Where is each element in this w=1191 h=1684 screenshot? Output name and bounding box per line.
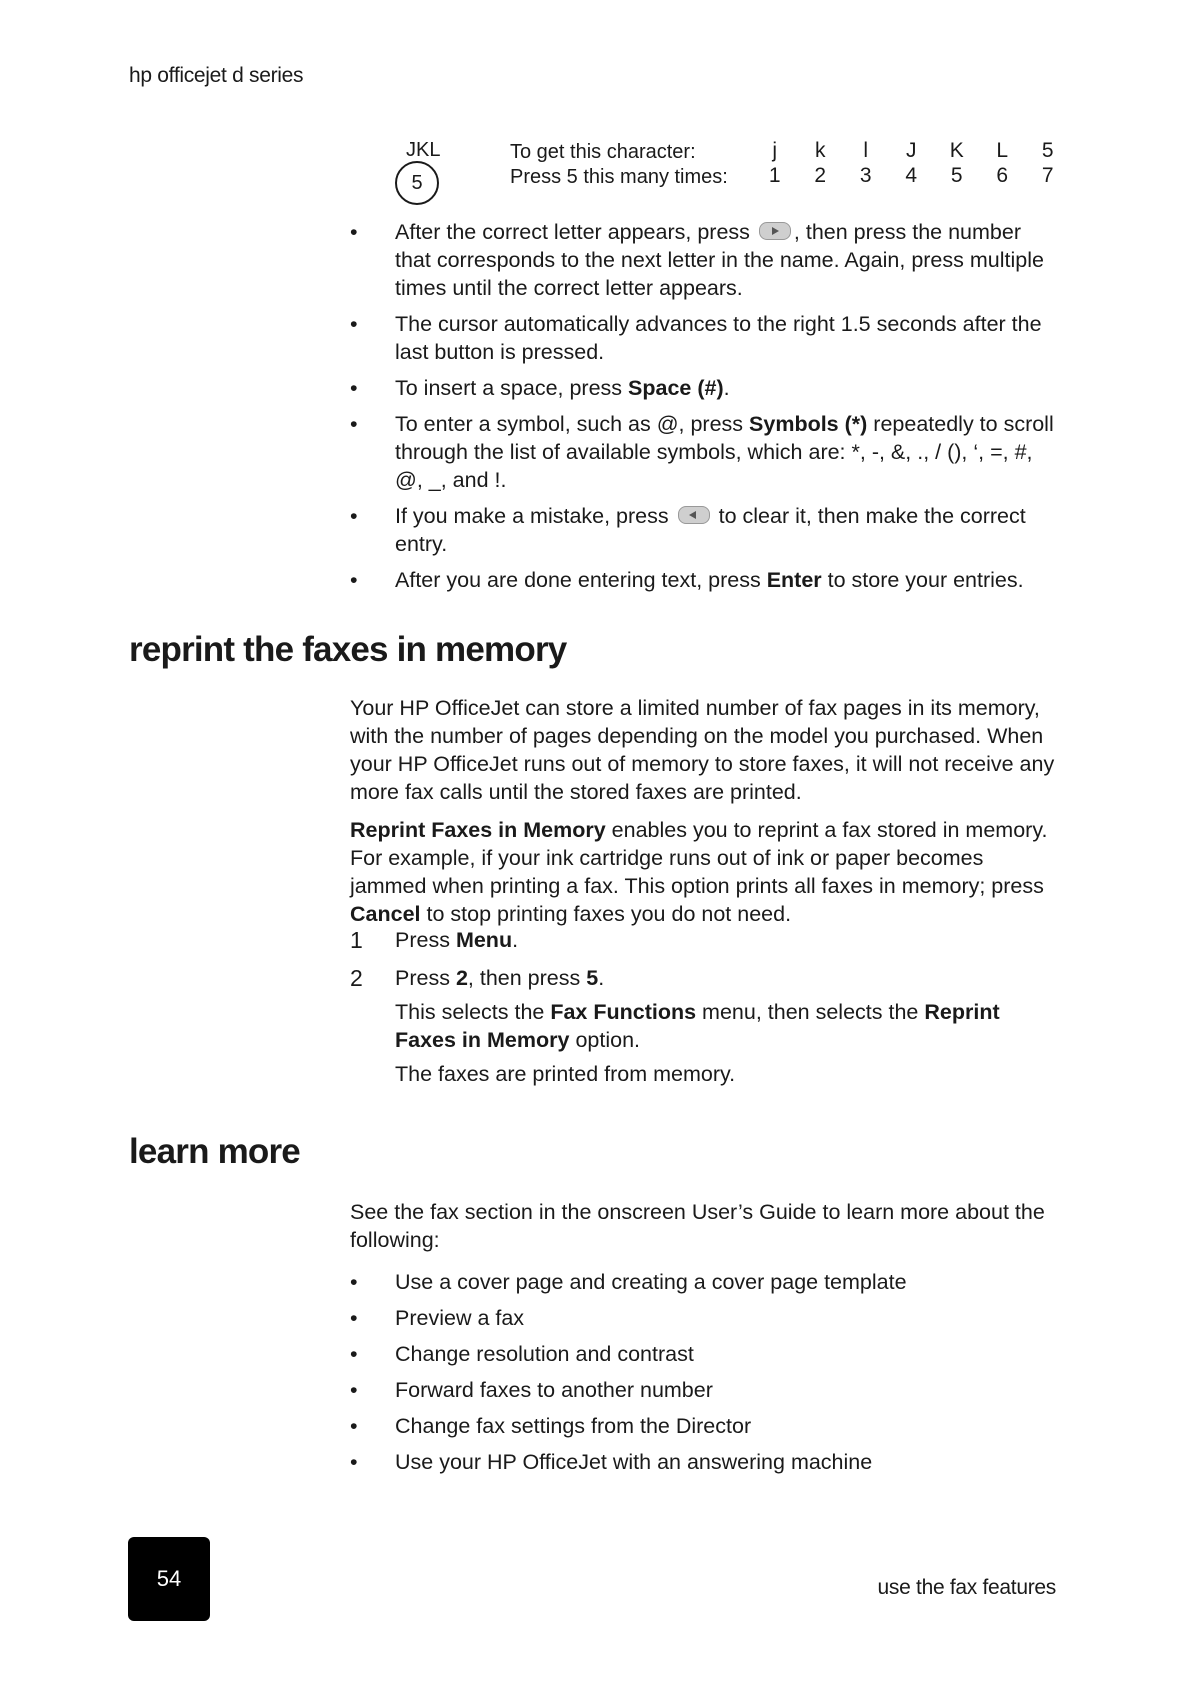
key-number: 5 <box>411 171 423 194</box>
key-5-icon <box>395 161 439 205</box>
keypad-character-table <box>395 139 1055 209</box>
learn-more-list <box>350 1268 1056 1484</box>
list-item: • To insert a space, press Space (#). <box>350 376 730 400</box>
step-item: 2 Press 2, then press 5. This selects the Fax Functions menu, then selects the Reprint Faxes in Memory option. The faxes are printed from memory. <box>350 964 1056 1088</box>
list-item: • Forward faxes to another number <box>350 1378 713 1402</box>
step-note: This selects the Fax Functions menu, then selects the Reprint Faxes in Memory option. <box>395 1000 1000 1052</box>
right-arrow-button-icon <box>759 222 791 240</box>
press-cell: 7 <box>1041 164 1054 187</box>
char-cell: 5 <box>1041 139 1054 162</box>
char-cell: l <box>863 139 869 162</box>
step-note: The faxes are printed from memory. <box>395 1062 736 1086</box>
list-item: • Preview a fax <box>350 1306 525 1330</box>
list-item: • To enter a symbol, such as @, press Symbols (*) repeatedly to scroll through the list of available symbols, which are: *, -, &, ., / (), ‘, =, #, @, _, and !. <box>350 412 1054 492</box>
list-item: • Use your HP OfficeJet with an answering machine <box>350 1450 873 1474</box>
learn-more-intro <box>350 1198 1056 1264</box>
list-item: • Change fax settings from the Director <box>350 1414 752 1438</box>
list-item: • Use a cover page and creating a cover page template <box>350 1270 907 1294</box>
reprint-body <box>350 694 1056 938</box>
section-heading-learn-more: learn more <box>129 1132 300 1171</box>
press-cell: 2 <box>814 164 827 187</box>
section-heading-reprint: reprint the faxes in memory <box>129 630 567 669</box>
press-cell: 5 <box>950 164 963 187</box>
press-cell: 1 <box>768 164 781 187</box>
paragraph: Reprint Faxes in Memory enables you to reprint a fax stored in memory. For example, if your ink cartridge runs out of ink or paper becomes jammed when printing a fax. This option prints all faxes in memory; press Cancel to stop printing faxes you do not need. <box>350 818 1048 926</box>
char-cell: k <box>815 139 826 162</box>
paragraph: See the fax section in the onscreen User’s Guide to learn more about the following: <box>350 1200 1045 1252</box>
page-number: 54 <box>156 1566 182 1591</box>
row-label-characters: To get this character: <box>510 141 696 163</box>
press-cell: 6 <box>996 164 1009 187</box>
press-cell: 3 <box>859 164 872 187</box>
list-item: • The cursor automatically advances to the right 1.5 seconds after the last button is pressed. <box>350 312 1042 364</box>
paragraph: Your HP OfficeJet can store a limited number of fax pages in its memory, with the number of pages depending on the model you purchased. When your HP OfficeJet runs out of memory to store faxes, it will not receive any more fax calls until the stored faxes are printed. <box>350 696 1055 804</box>
running-footer: use the fax features <box>877 1576 1056 1599</box>
list-item: • After the correct letter appears, press , then press the number that corresponds to the next letter in the name. Again, press multiple times until the correct letter appears. <box>350 220 1044 300</box>
step-item: 1 Press Menu. <box>350 927 519 953</box>
running-header: hp officejet d series <box>129 64 304 87</box>
key-letters: JKL <box>406 139 441 161</box>
char-cell: j <box>772 139 778 162</box>
list-item: • If you make a mistake, press to clear it, then make the correct entry. <box>350 504 1026 556</box>
char-cell: J <box>906 139 917 162</box>
list-item: • After you are done entering text, press Enter to store your entries. <box>350 568 1024 592</box>
presses-row <box>752 164 1071 188</box>
char-cell: L <box>996 139 1009 162</box>
character-row <box>752 139 1071 163</box>
list-item: • Change resolution and contrast <box>350 1342 694 1366</box>
row-label-presses: Press 5 this many times: <box>510 166 728 188</box>
press-cell: 4 <box>905 164 918 187</box>
page-number-badge <box>128 1537 210 1621</box>
reprint-steps <box>350 926 1056 1098</box>
text-entry-bullets <box>350 218 1056 602</box>
char-cell: K <box>949 139 964 162</box>
left-arrow-button-icon <box>678 506 710 524</box>
